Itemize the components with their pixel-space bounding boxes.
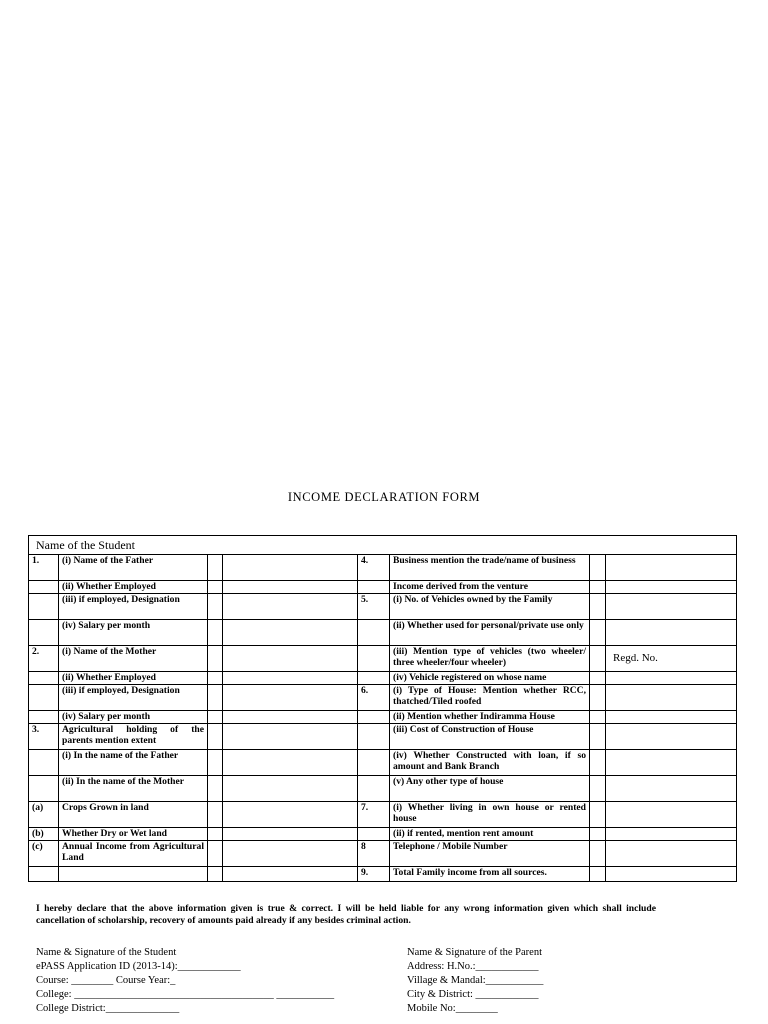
right-blank-cell[interactable] (590, 867, 606, 882)
declaration-text: I hereby declare that the above information given is true & correct. I will be held liable for any wrong information given which shall include cancellation of scholarship, recovery of amounts paid already if any besides criminal action. (36, 903, 656, 926)
right-item-number: 5. (358, 594, 390, 620)
left-value-cell[interactable] (223, 776, 358, 802)
left-blank-cell[interactable] (208, 620, 223, 646)
left-value-cell[interactable] (223, 750, 358, 776)
table-row (29, 646, 737, 672)
right-blank-cell[interactable] (590, 555, 606, 581)
right-blank-cell[interactable] (590, 685, 606, 711)
left-item-label: (ii) In the name of the Mother (59, 776, 208, 802)
right-item-label: (i) No. of Vehicles owned by the Family (390, 594, 590, 620)
student-name-row (29, 536, 737, 555)
left-item-label: (ii) Whether Employed (59, 581, 208, 594)
right-blank-cell[interactable] (590, 841, 606, 867)
right-item-label: (ii) Mention whether Indiramma House (390, 711, 590, 724)
student-info-line: Course: ________ Course Year:_ (36, 975, 176, 986)
left-blank-cell[interactable] (208, 672, 223, 685)
left-value-cell[interactable] (223, 802, 358, 828)
table-row (29, 867, 737, 882)
right-item-label: (v) Any other type of house (390, 776, 590, 802)
right-blank-cell[interactable] (590, 802, 606, 828)
right-blank-cell[interactable] (590, 711, 606, 724)
left-item-number: (a) (29, 802, 59, 828)
right-item-number (358, 672, 390, 685)
right-value-cell[interactable] (606, 672, 737, 685)
left-blank-cell[interactable] (208, 776, 223, 802)
left-item-label (59, 867, 208, 882)
table-row (29, 581, 737, 594)
right-value-cell[interactable] (606, 750, 737, 776)
right-value-cell[interactable] (606, 685, 737, 711)
left-blank-cell[interactable] (208, 646, 223, 672)
left-value-cell[interactable] (223, 724, 358, 750)
left-item-number (29, 867, 59, 882)
right-value-cell[interactable] (606, 594, 737, 620)
right-value-cell[interactable] (606, 724, 737, 750)
table-row (29, 802, 737, 828)
left-value-cell[interactable] (223, 620, 358, 646)
left-item-number (29, 620, 59, 646)
table-row (29, 776, 737, 802)
right-item-number (358, 828, 390, 841)
left-value-cell[interactable] (223, 672, 358, 685)
table-row (29, 672, 737, 685)
parent-signature-block (407, 946, 543, 1016)
left-item-number: (b) (29, 828, 59, 841)
right-item-label: (iii) Mention type of vehicles (two wheeler/ three wheeler/four wheeler) (390, 646, 590, 672)
parent-info-line: Mobile No:________ (407, 1003, 498, 1014)
table-row (29, 594, 737, 620)
form-title: INCOME DECLARATION FORM (287, 490, 481, 504)
left-item-number (29, 711, 59, 724)
right-item-number (358, 711, 390, 724)
parent-info-line: Village & Mandal:___________ (407, 975, 544, 986)
left-item-label: (i) Name of the Mother (59, 646, 208, 672)
right-item-number (358, 750, 390, 776)
left-item-number (29, 672, 59, 685)
student-info-line: College: ______________________________________ ___________ (36, 989, 335, 1000)
left-blank-cell[interactable] (208, 724, 223, 750)
right-item-number: 9. (358, 867, 390, 882)
left-value-cell[interactable] (223, 711, 358, 724)
table-row (29, 555, 737, 581)
right-blank-cell[interactable] (590, 776, 606, 802)
left-value-cell[interactable] (223, 646, 358, 672)
left-item-label: (iv) Salary per month (59, 711, 208, 724)
right-item-number: 4. (358, 555, 390, 581)
left-blank-cell[interactable] (208, 750, 223, 776)
right-value-cell[interactable] (606, 776, 737, 802)
left-blank-cell[interactable] (208, 555, 223, 581)
right-item-label: (i) Type of House: Mention whether RCC, thatched/Tiled roofed (390, 685, 590, 711)
table-row (29, 724, 737, 750)
right-blank-cell[interactable] (590, 581, 606, 594)
right-blank-cell[interactable] (590, 750, 606, 776)
left-blank-cell[interactable] (208, 802, 223, 828)
left-item-label: (ii) Whether Employed (59, 672, 208, 685)
right-blank-cell[interactable] (590, 620, 606, 646)
left-item-number (29, 581, 59, 594)
left-item-number: 3. (29, 724, 59, 750)
right-value-cell[interactable] (606, 867, 737, 882)
parent-info-line: Address: H.No.:____________ (407, 961, 539, 972)
left-item-number (29, 776, 59, 802)
left-item-label: (i) In the name of the Father (59, 750, 208, 776)
left-item-number: (c) (29, 841, 59, 867)
left-blank-cell[interactable] (208, 581, 223, 594)
right-item-number: 7. (358, 802, 390, 828)
left-blank-cell[interactable] (208, 685, 223, 711)
left-item-label: (iv) Salary per month (59, 620, 208, 646)
table-row (29, 685, 737, 711)
left-blank-cell[interactable] (208, 711, 223, 724)
left-item-number (29, 594, 59, 620)
right-item-label: (ii) if rented, mention rent amount (390, 828, 590, 841)
table-row (29, 620, 737, 646)
left-blank-cell[interactable] (208, 594, 223, 620)
right-item-label: Business mention the trade/name of business (390, 555, 590, 581)
right-item-number (358, 646, 390, 672)
table-row (29, 841, 737, 867)
left-item-label: Crops Grown in land (59, 802, 208, 828)
right-item-number (358, 581, 390, 594)
left-item-number (29, 685, 59, 711)
left-blank-cell[interactable] (208, 828, 223, 841)
student-signature-block (36, 946, 334, 1016)
left-value-cell[interactable] (223, 867, 358, 882)
right-item-number (358, 620, 390, 646)
left-value-cell[interactable] (223, 581, 358, 594)
right-value-cell[interactable] (606, 828, 737, 841)
right-item-number (358, 776, 390, 802)
student-name-header: Name of the Student (29, 536, 737, 555)
right-item-number (358, 724, 390, 750)
left-value-cell[interactable] (223, 685, 358, 711)
right-value-cell[interactable] (606, 711, 737, 724)
right-item-label: Income derived from the venture (390, 581, 590, 594)
left-item-label: Annual Income from Agricultural Land (59, 841, 208, 867)
right-blank-cell[interactable] (590, 672, 606, 685)
left-item-label: Agricultural holding of the parents mention extent (59, 724, 208, 750)
left-item-label: (i) Name of the Father (59, 555, 208, 581)
left-value-cell[interactable] (223, 555, 358, 581)
right-value-cell[interactable] (606, 841, 737, 867)
left-value-cell[interactable] (223, 828, 358, 841)
right-item-label: (iii) Cost of Construction of House (390, 724, 590, 750)
left-item-number: 2. (29, 646, 59, 672)
student-info-line: College District:______________ (36, 1003, 180, 1014)
right-value-cell[interactable] (606, 802, 737, 828)
right-item-label: (iv) Whether Constructed with loan, if so amount and Bank Branch (390, 750, 590, 776)
left-blank-cell[interactable] (208, 841, 223, 867)
left-value-cell[interactable] (223, 841, 358, 867)
left-blank-cell[interactable] (208, 867, 223, 882)
parent-info-line: City & District: ____________ (407, 989, 539, 1000)
income-declaration-table (28, 535, 737, 882)
right-blank-cell[interactable] (590, 828, 606, 841)
right-value-cell[interactable] (606, 581, 737, 594)
right-item-number: 6. (358, 685, 390, 711)
right-item-label: Total Family income from all sources. (390, 867, 590, 882)
left-item-label: Whether Dry or Wet land (59, 828, 208, 841)
parent-info-line: Name & Signature of the Parent (407, 947, 543, 958)
left-value-cell[interactable] (223, 594, 358, 620)
left-item-label: (iii) if employed, Designation (59, 594, 208, 620)
regd-no-label: Regd. No. (606, 646, 737, 672)
student-info-line: Name & Signature of the Student (36, 947, 177, 958)
left-item-number: 1. (29, 555, 59, 581)
left-item-label: (iii) if employed, Designation (59, 685, 208, 711)
right-item-label: Telephone / Mobile Number (390, 841, 590, 867)
right-item-label: (ii) Whether used for personal/private use only (390, 620, 590, 646)
right-blank-cell[interactable] (590, 594, 606, 620)
right-blank-cell[interactable] (590, 724, 606, 750)
right-item-label: (i) Whether living in own house or rented house (390, 802, 590, 828)
table-row (29, 828, 737, 841)
right-item-label: (iv) Vehicle registered on whose name (390, 672, 590, 685)
right-item-number: 8 (358, 841, 390, 867)
student-info-line: ePASS Application ID (2013-14):____________ (36, 961, 241, 972)
right-blank-cell[interactable] (590, 646, 606, 672)
table-row (29, 750, 737, 776)
left-item-number (29, 750, 59, 776)
table-row (29, 711, 737, 724)
right-value-cell[interactable] (606, 620, 737, 646)
right-value-cell[interactable] (606, 555, 737, 581)
